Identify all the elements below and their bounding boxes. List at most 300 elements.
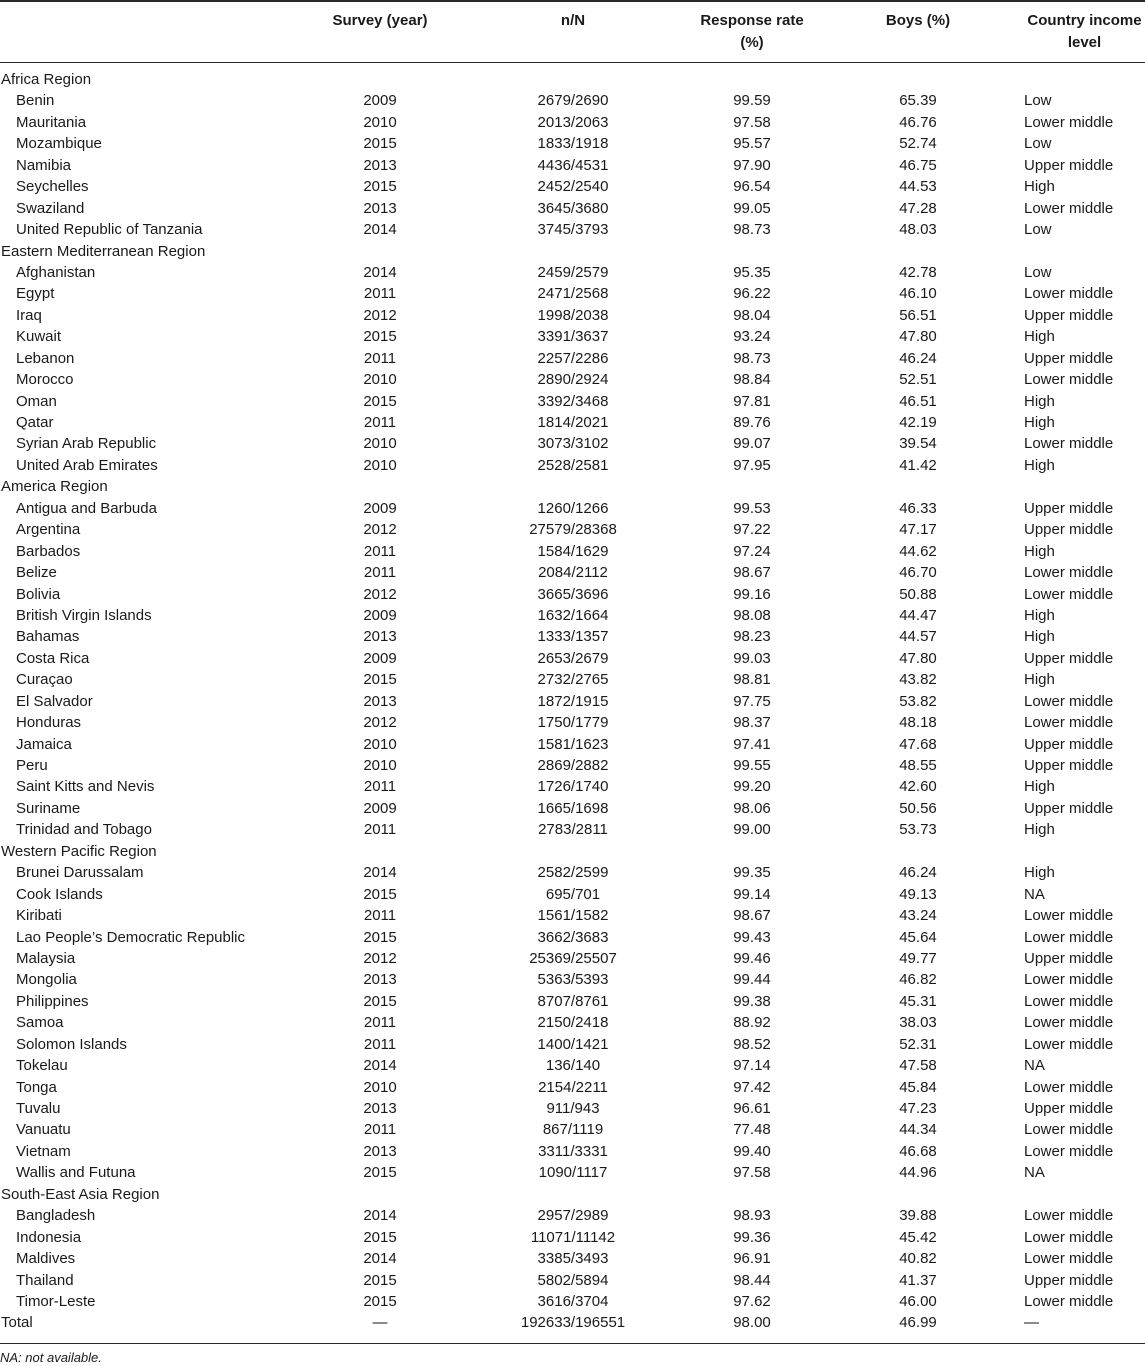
cell-income: Low: [1024, 221, 1052, 239]
cell-income: Low: [1024, 135, 1052, 153]
cell-year: 2013: [363, 1142, 397, 1160]
cell-name: Malaysia: [16, 949, 76, 967]
cell-year: 2015: [363, 328, 397, 346]
table-row: [0, 1162, 1145, 1183]
table-row: [0, 798, 1145, 819]
table-row: [0, 1291, 1145, 1312]
cell-name: Swaziland: [16, 199, 85, 217]
cell-boys: 46.82: [899, 971, 937, 989]
table-row: [0, 391, 1145, 412]
cell-boys: 42.78: [899, 263, 937, 281]
bottom-rule: [0, 1343, 1145, 1344]
cell-income: Lower middle: [1024, 1142, 1114, 1160]
cell-year: 2009: [363, 92, 397, 110]
cell-name: Cook Islands: [16, 885, 103, 903]
cell-n-n: 2679/2690: [537, 92, 609, 110]
region-row: [0, 476, 1145, 497]
cell-year: 2011: [363, 1035, 397, 1053]
header-survey-year: [330, 10, 430, 32]
cell-year: 2013: [363, 971, 397, 989]
cell-n-n: 2154/2211: [538, 1078, 608, 1096]
cell-name: Namibia: [16, 156, 72, 174]
cell-response-rate: 98.81: [733, 671, 771, 689]
table-row: [0, 1077, 1145, 1098]
cell-boys: 44.34: [899, 1121, 937, 1139]
cell-income: Lower middle: [1024, 928, 1114, 946]
cell-boys: 38.03: [899, 1014, 937, 1032]
cell-name: Kuwait: [16, 328, 62, 346]
cell-year: 2009: [363, 499, 397, 517]
cell-boys: 46.33: [899, 499, 937, 517]
table-row: [0, 541, 1145, 562]
cell-name: Antigua and Barbuda: [16, 499, 157, 517]
cell-name: Samoa: [16, 1014, 64, 1032]
cell-income: Upper middle: [1024, 649, 1114, 667]
cell-response-rate: 97.14: [733, 1057, 771, 1075]
table-row: [0, 648, 1145, 669]
cell-n-n: 1814/2021: [537, 414, 609, 431]
cell-n-n: 2732/2765: [537, 671, 609, 689]
cell-year: 2015: [363, 1164, 397, 1182]
cell-n-n: 25369/25507: [529, 949, 617, 967]
cell-n-n: 3392/3468: [537, 392, 609, 410]
header-response-rate: [672, 10, 832, 54]
cell-year: 2012: [363, 949, 397, 967]
cell-year: 2012: [363, 306, 397, 324]
cell-n-n: 2957/2989: [537, 1207, 609, 1225]
cell-response-rate: 77.48: [733, 1121, 771, 1139]
cell-income: High: [1024, 778, 1055, 796]
cell-income: Upper middle: [1024, 156, 1114, 174]
cell-income: NA: [1024, 1164, 1045, 1182]
table-row: [0, 669, 1145, 690]
region-row: [0, 69, 1145, 90]
cell-name: Vanuatu: [16, 1121, 71, 1139]
cell-n-n: 1726/1740: [537, 778, 609, 796]
cell-year: 2013: [363, 1100, 397, 1117]
cell-year: 2015: [363, 885, 397, 903]
cell-boys: 52.51: [899, 371, 937, 389]
table-row: [0, 412, 1145, 433]
cell-boys: 43.82: [899, 671, 937, 689]
cell-n-n: 5802/5894: [537, 1271, 609, 1289]
cell-name: Kiribati: [16, 907, 62, 925]
table-row: [0, 884, 1145, 905]
table-row: [0, 1141, 1145, 1162]
cell-income: High: [1024, 178, 1055, 196]
cell-boys: 46.76: [899, 113, 937, 131]
cell-name: Suriname: [16, 799, 81, 817]
cell-name: Qatar: [16, 414, 54, 431]
table-row: [0, 90, 1145, 111]
cell-boys: 47.17: [899, 521, 937, 539]
region-row: [0, 1184, 1145, 1205]
cell-year: 2010: [363, 757, 397, 774]
cell-name: Egypt: [16, 285, 55, 303]
table-header: [0, 0, 1145, 62]
table-row: [0, 369, 1145, 390]
cell-year: 2015: [363, 135, 397, 153]
cell-name: Belize: [16, 564, 57, 582]
cell-boys: 48.55: [899, 757, 937, 774]
cell-response-rate: 96.61: [733, 1100, 771, 1117]
cell-income: High: [1024, 864, 1055, 882]
cell-name: Mozambique: [16, 135, 102, 153]
cell-boys: 44.53: [899, 178, 937, 196]
cell-income: Upper middle: [1024, 735, 1114, 753]
cell-n-n: 3311/3331: [538, 1142, 608, 1160]
cell-response-rate: 96.54: [733, 178, 771, 196]
cell-boys: 41.42: [899, 456, 937, 474]
cell-name: Western Pacific Region: [1, 842, 157, 860]
cell-name: South-East Asia Region: [1, 1185, 160, 1203]
cell-year: 2010: [363, 735, 397, 753]
cell-name: Tonga: [16, 1078, 57, 1096]
cell-response-rate: 98.93: [733, 1207, 771, 1225]
cell-response-rate: 98.84: [733, 371, 771, 389]
cell-year: 2013: [363, 156, 397, 174]
cell-boys: 44.62: [899, 542, 937, 560]
cell-name: Saint Kitts and Nevis: [16, 778, 155, 796]
cell-year: 2014: [363, 263, 397, 281]
cell-year: 2015: [363, 1271, 397, 1289]
cell-year: 2015: [363, 1228, 397, 1246]
cell-income: Low: [1024, 92, 1052, 110]
cell-name: Argentina: [16, 521, 81, 539]
cell-year: 2010: [363, 371, 397, 389]
cell-boys: 46.10: [899, 285, 937, 303]
cell-name: El Salvador: [16, 692, 93, 710]
footnote: NA: not available.: [0, 1350, 102, 1365]
cell-n-n: 4436/4531: [537, 156, 609, 174]
cell-n-n: 695/701: [545, 885, 601, 903]
cell-response-rate: 99.05: [733, 199, 771, 217]
cell-boys: 49.13: [899, 885, 937, 903]
cell-name: Total: [1, 1314, 33, 1332]
cell-n-n: 1584/1629: [537, 542, 609, 560]
cell-year: 2013: [363, 199, 397, 217]
cell-year: 2010: [363, 456, 397, 474]
cell-response-rate: 98.73: [733, 349, 771, 367]
cell-boys: 46.24: [899, 349, 937, 367]
cell-income: High: [1024, 392, 1055, 410]
region-row: [0, 841, 1145, 862]
header-income-line1: Country income: [1027, 12, 1142, 29]
cell-year: 2012: [363, 714, 397, 732]
cell-income: Lower middle: [1024, 371, 1114, 389]
cell-response-rate: 98.23: [733, 628, 771, 646]
table-row: [0, 1034, 1145, 1055]
table-row: [0, 1119, 1145, 1140]
cell-name: Timor-Leste: [16, 1292, 96, 1310]
cell-year: 2014: [363, 1057, 397, 1075]
cell-response-rate: 95.57: [733, 135, 771, 153]
cell-response-rate: 99.59: [733, 92, 771, 110]
cell-n-n: 5363/5393: [537, 971, 609, 989]
cell-name: Seychelles: [16, 178, 89, 196]
cell-year: 2011: [363, 542, 397, 560]
cell-response-rate: 93.24: [733, 328, 771, 346]
cell-boys: 47.80: [899, 649, 937, 667]
table-row: [0, 1270, 1145, 1291]
table-row: [0, 927, 1145, 948]
cell-n-n: 1561/1582: [537, 907, 609, 925]
cell-income: —: [1024, 1314, 1039, 1332]
cell-boys: 48.18: [899, 714, 937, 732]
cell-response-rate: 96.22: [733, 285, 771, 303]
cell-boys: 43.24: [899, 907, 937, 925]
cell-name: Africa Region: [1, 71, 92, 88]
cell-income: Lower middle: [1024, 714, 1114, 732]
cell-year: 2015: [363, 1292, 397, 1310]
cell-income: High: [1024, 456, 1055, 474]
header-income: [1024, 10, 1145, 54]
table-row: [0, 734, 1145, 755]
cell-response-rate: 98.00: [733, 1314, 771, 1332]
cell-response-rate: 97.90: [733, 156, 771, 174]
cell-response-rate: 99.03: [733, 649, 771, 667]
header-response-rate-line2: (%): [740, 34, 764, 51]
cell-n-n: 11071/11142: [530, 1228, 616, 1246]
cell-n-n: 3073/3102: [537, 435, 609, 453]
cell-income: Lower middle: [1024, 1250, 1114, 1268]
cell-year: 2011: [363, 1014, 397, 1032]
cell-boys: 44.96: [899, 1164, 937, 1182]
cell-n-n: 1400/1421: [537, 1035, 609, 1053]
cell-year: 2009: [363, 649, 397, 667]
cell-n-n: 136/140: [545, 1057, 601, 1075]
table-row: [0, 198, 1145, 219]
cell-income: Upper middle: [1024, 1100, 1114, 1117]
table-row: [0, 133, 1145, 154]
table-row: [0, 455, 1145, 476]
cell-n-n: 2150/2418: [537, 1014, 609, 1032]
cell-year: 2015: [363, 178, 397, 196]
cell-boys: 47.68: [899, 735, 937, 753]
cell-income: Lower middle: [1024, 1207, 1114, 1225]
cell-year: 2014: [363, 221, 397, 239]
cell-n-n: 2528/2581: [537, 456, 609, 474]
cell-n-n: 8707/8761: [537, 992, 609, 1010]
cell-boys: 45.31: [899, 992, 937, 1010]
cell-year: 2009: [363, 606, 397, 624]
table-row: [0, 1248, 1145, 1269]
cell-n-n: 1872/1915: [537, 692, 609, 710]
cell-name: Bahamas: [16, 628, 80, 646]
cell-name: Curaçao: [16, 671, 73, 689]
cell-n-n: 2471/2568: [537, 285, 609, 303]
cell-response-rate: 99.55: [733, 757, 771, 774]
header-income-line2: level: [1067, 34, 1102, 51]
cell-year: 2010: [363, 113, 397, 131]
cell-boys: 46.99: [899, 1314, 937, 1332]
cell-income: High: [1024, 821, 1055, 839]
cell-response-rate: 99.40: [733, 1142, 771, 1160]
cell-boys: 40.82: [899, 1250, 937, 1268]
table-row: [0, 948, 1145, 969]
table-row: [0, 991, 1145, 1012]
table-row: [0, 905, 1145, 926]
table-row: [0, 219, 1145, 240]
cell-response-rate: 97.75: [733, 692, 771, 710]
table-row: [0, 1227, 1145, 1248]
cell-response-rate: 97.42: [733, 1078, 771, 1096]
cell-year: 2011: [363, 285, 397, 303]
cell-boys: 39.54: [899, 435, 937, 453]
cell-income: Upper middle: [1024, 757, 1114, 774]
cell-response-rate: 98.37: [733, 714, 771, 732]
cell-income: Lower middle: [1024, 585, 1114, 603]
cell-response-rate: 97.62: [733, 1292, 771, 1310]
table-row: [0, 1055, 1145, 1076]
cell-n-n: 3385/3493: [537, 1250, 609, 1268]
cell-n-n: 1260/1266: [537, 499, 609, 517]
cell-response-rate: 97.81: [733, 392, 771, 410]
table-row: [0, 605, 1145, 626]
cell-name: America Region: [1, 478, 108, 496]
cell-name: British Virgin Islands: [16, 606, 152, 624]
cell-income: Upper middle: [1024, 1271, 1114, 1289]
cell-n-n: 2582/2599: [537, 864, 609, 882]
cell-income: NA: [1024, 885, 1045, 903]
cell-boys: 47.23: [899, 1100, 937, 1117]
cell-income: Lower middle: [1024, 1121, 1114, 1139]
cell-name: Mauritania: [16, 113, 87, 131]
table-row: [0, 519, 1145, 540]
cell-boys: 46.51: [899, 392, 937, 410]
cell-name: Morocco: [16, 371, 74, 389]
header-n-n-text: n/N: [560, 12, 586, 29]
cell-n-n: 27579/28368: [529, 521, 617, 539]
cell-n-n: 192633/196551: [520, 1314, 626, 1332]
table-row: [0, 562, 1145, 583]
cell-boys: 42.19: [899, 414, 937, 431]
cell-year: 2010: [363, 1078, 397, 1096]
cell-n-n: 3662/3683: [537, 928, 609, 946]
cell-response-rate: 98.52: [733, 1035, 771, 1053]
table-row: [0, 969, 1145, 990]
cell-boys: 56.51: [899, 306, 937, 324]
cell-response-rate: 99.16: [733, 585, 771, 603]
cell-income: Upper middle: [1024, 306, 1114, 324]
cell-income: High: [1024, 542, 1055, 560]
cell-year: 2011: [363, 349, 397, 367]
cell-boys: 44.47: [899, 606, 937, 624]
cell-boys: 52.74: [899, 135, 937, 153]
table-row: [0, 755, 1145, 776]
table-row: [0, 112, 1145, 133]
cell-income: Upper middle: [1024, 949, 1114, 967]
cell-year: 2011: [363, 414, 397, 431]
cell-n-n: 1998/2038: [537, 306, 609, 324]
cell-boys: 42.60: [899, 778, 937, 796]
cell-income: Upper middle: [1024, 499, 1114, 517]
cell-year: 2011: [363, 821, 397, 839]
table-row: [0, 776, 1145, 797]
cell-name: Costa Rica: [16, 649, 90, 667]
cell-boys: 50.88: [899, 585, 937, 603]
cell-name: Barbados: [16, 542, 81, 560]
cell-name: Solomon Islands: [16, 1035, 127, 1053]
cell-name: Oman: [16, 392, 57, 410]
cell-boys: 53.82: [899, 692, 937, 710]
cell-boys: 46.75: [899, 156, 937, 174]
cell-name: Wallis and Futuna: [16, 1164, 136, 1182]
cell-income: Upper middle: [1024, 349, 1114, 367]
cell-name: Thailand: [16, 1271, 74, 1289]
cell-income: Lower middle: [1024, 199, 1114, 217]
cell-year: 2011: [363, 778, 397, 796]
cell-name: Tokelau: [16, 1057, 68, 1075]
cell-boys: 41.37: [899, 1271, 937, 1289]
cell-year: 2014: [363, 1207, 397, 1225]
cell-income: Upper middle: [1024, 521, 1114, 539]
region-row: [0, 241, 1145, 262]
cell-response-rate: 97.95: [733, 456, 771, 474]
cell-boys: 39.88: [899, 1207, 937, 1225]
cell-boys: 45.64: [899, 928, 937, 946]
cell-boys: 47.28: [899, 199, 937, 217]
cell-income: Lower middle: [1024, 992, 1114, 1010]
cell-response-rate: 99.43: [733, 928, 771, 946]
cell-income: Lower middle: [1024, 285, 1114, 303]
cell-response-rate: 99.53: [733, 499, 771, 517]
cell-income: Lower middle: [1024, 1228, 1114, 1246]
cell-year: 2011: [363, 564, 397, 582]
cell-n-n: 2013/2063: [537, 113, 609, 131]
cell-n-n: 3616/3704: [537, 1292, 609, 1310]
cell-income: Lower middle: [1024, 907, 1114, 925]
cell-year: 2011: [363, 1121, 397, 1139]
header-boys: [858, 10, 978, 32]
cell-response-rate: 97.58: [733, 1164, 771, 1182]
cell-boys: 46.24: [899, 864, 937, 882]
cell-boys: 48.03: [899, 221, 937, 239]
cell-income: Lower middle: [1024, 1014, 1114, 1032]
cell-year: 2013: [363, 692, 397, 710]
header-boys-text: Boys (%): [885, 12, 951, 29]
cell-response-rate: 99.46: [733, 949, 771, 967]
table-row: [0, 626, 1145, 647]
cell-boys: 47.80: [899, 328, 937, 346]
cell-response-rate: 98.67: [733, 564, 771, 582]
cell-name: Tuvalu: [16, 1100, 61, 1117]
cell-n-n: 3745/3793: [537, 221, 609, 239]
cell-n-n: 2783/2811: [538, 821, 608, 839]
cell-income: Lower middle: [1024, 1035, 1114, 1053]
cell-year: 2014: [363, 1250, 397, 1268]
cell-year: —: [372, 1314, 388, 1332]
cell-response-rate: 95.35: [733, 263, 771, 281]
cell-name: Philippines: [16, 992, 89, 1010]
cell-year: 2011: [363, 907, 397, 925]
cell-name: Eastern Mediterranean Region: [1, 242, 206, 260]
cell-response-rate: 99.38: [733, 992, 771, 1010]
cell-boys: 46.68: [899, 1142, 937, 1160]
cell-year: 2015: [363, 392, 397, 410]
cell-income: NA: [1024, 1057, 1045, 1075]
cell-n-n: 911/943: [546, 1100, 600, 1117]
table-row: [0, 155, 1145, 176]
cell-name: United Republic of Tanzania: [16, 221, 203, 239]
cell-n-n: 1333/1357: [537, 628, 609, 646]
table-row: [0, 584, 1145, 605]
table-row: [0, 433, 1145, 454]
cell-response-rate: 89.76: [733, 414, 771, 431]
cell-response-rate: 99.44: [733, 971, 771, 989]
cell-n-n: 2084/2112: [538, 564, 608, 582]
cell-name: Lao People’s Democratic Republic: [16, 928, 246, 946]
